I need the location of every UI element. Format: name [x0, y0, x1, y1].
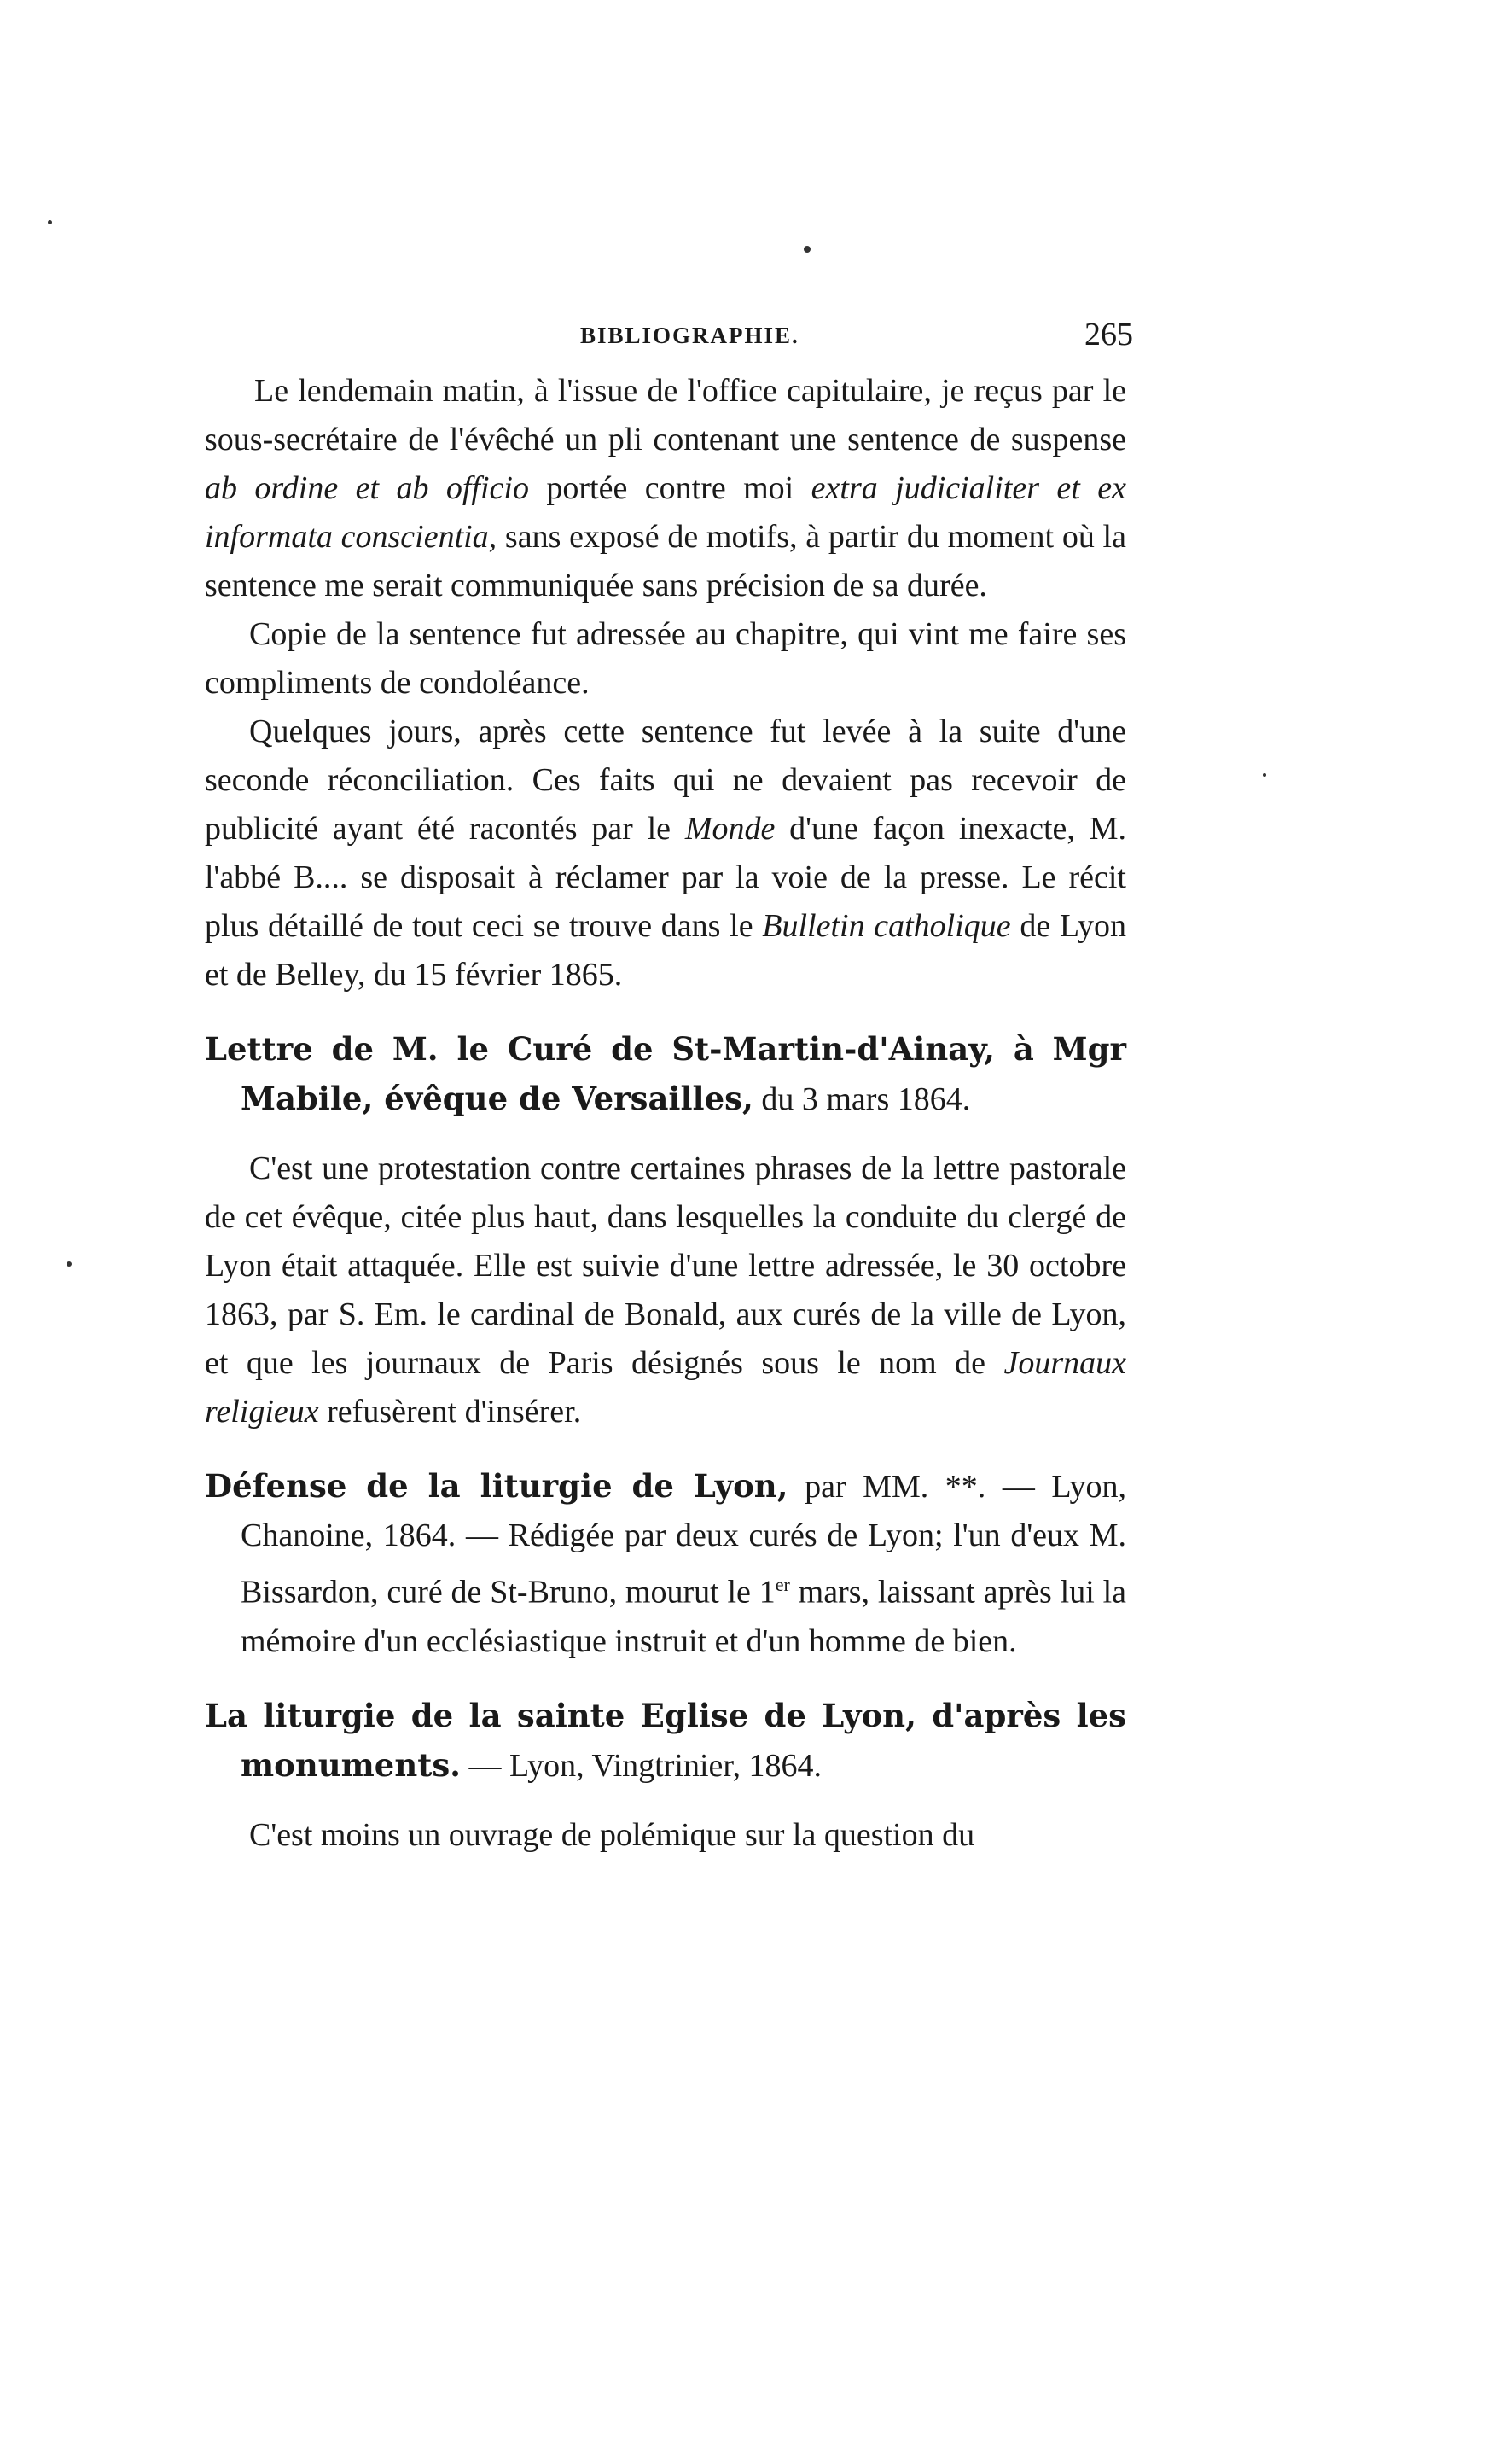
paragraph-protestation: C'est une protestation contre certaines phrases de la lettre pastorale de cet évêque, citée plus haut, dans lesquelles la conduite du clergé de Lyon était attaquée. Elle est suivie d'une lettre adressée, le 30 octobre 1863, par S. Em. le cardinal de Bonald, aux curés de la ville de Lyon, et que les journaux de Paris désignés sous le nom de Journaux religieux refusèrent d'insérer.	[205, 1150, 1126, 1430]
book-page	[205, 316, 1133, 1860]
scan-speck	[1263, 773, 1266, 777]
running-head-title: BIBLIOGRAPHIE.	[580, 323, 799, 348]
bibliography-entry-defense: Défense de la liturgie de Lyon, par MM. **. — Lyon, Chanoine, 1864. — Rédigée par deux curés de Lyon; l'un d'eux M. Bissardon, curé de St-Bruno, mourut le 1er mars, laissant après lui la mémoire d'un ecclésiastique instruit et d'un homme de bien.	[205, 1467, 1127, 1659]
scan-speck	[48, 220, 52, 224]
paragraph-copie: Copie de la sentence fut adressée au chapitre, qui vint me faire ses compliments de condoléance.	[205, 616, 1126, 701]
bibliography-entry-lettre: Lettre de M. le Curé de St-Martin-d'Ainay, à Mgr Mabile, évêque de Versailles, du 3 mars 1864.	[205, 1030, 1126, 1117]
scan-speck	[67, 1261, 72, 1267]
paragraph-quelques-jours: Quelques jours, après cette sentence fut levée à la suite d'une seconde réconciliation. Ces faits qui ne devaient pas recevoir de publicité ayant été racontés par le Monde d'une façon inexacte, M. l'abbé B.... se disposait à réclamer par la voie de la presse. Le récit plus détaillé de tout ceci se trouve dans le Bulletin catholique de Lyon et de Belley, du 15 février 1865.	[205, 714, 1127, 993]
paragraph-polemique: C'est moins un ouvrage de polémique sur la question du	[249, 1816, 975, 1853]
bibliography-entry-liturgie: La liturgie de la sainte Eglise de Lyon, d'après les monuments. — Lyon, Vingtrinier, 1864.	[205, 1696, 1126, 1784]
page-number: 265	[1084, 317, 1133, 352]
paragraph-sentence: Le lendemain matin, à l'issue de l'office capitulaire, je reçus par le sous-secrétaire de l'évêché un pli contenant une sentence de suspense ab ordine et ab officio portée contre moi extra judicialiter et ex informata conscientia, sans exposé de motifs, à partir du moment où la sentence me serait communiquée sans précision de sa durée.	[205, 373, 1126, 603]
running-head	[205, 316, 1133, 367]
scan-speck	[804, 246, 811, 253]
